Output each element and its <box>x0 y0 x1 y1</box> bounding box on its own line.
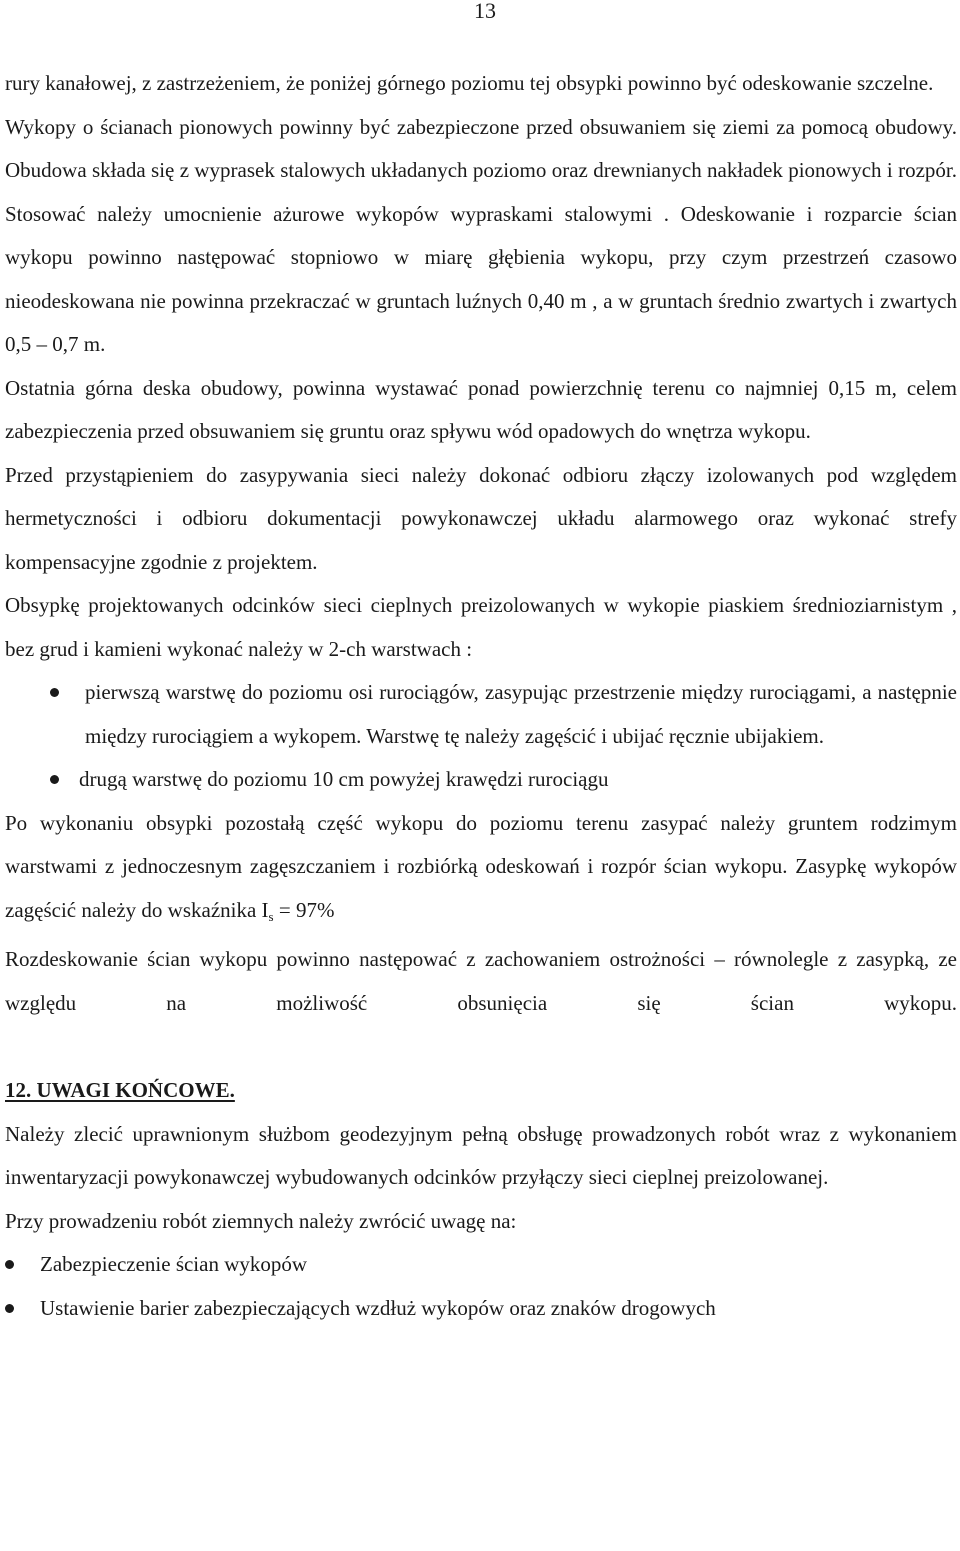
list-item <box>5 758 957 802</box>
backfill-layers-list <box>5 671 957 802</box>
bullet-icon <box>5 1304 14 1313</box>
paragraph-6-text: Po wykonaniu obsypki pozostałą część wykopu do poziomu terenu zasypać należy gruntem rodzimym warstwami z jednoczesnym zagęszczaniem i rozbiórką odeskowań i rozpór ścian wykopu. Zasypkę wykopów zagęścić należy do wskaźnika I <box>5 810 957 922</box>
section-heading: 12. UWAGI KOŃCOWE. <box>5 1078 235 1102</box>
bullet-icon <box>5 1260 14 1269</box>
list-item-text: Ustawienie barier zabezpieczających wzdłuż wykopów oraz znaków drogowych <box>40 1295 716 1320</box>
list-item-text: drugą warstwę do poziomu 10 cm powyżej krawędzi rurociągu <box>79 767 609 791</box>
list-item <box>5 671 957 758</box>
attention-list <box>5 1243 957 1330</box>
paragraph-4: Przed przystąpieniem do zasypywania sieci należy dokonać odbioru złączy izolowanych pod względem hermetyczności i odbioru dokumentacji powykonawczej układu alarmowego oraz wykonać strefy kompensacyjne zgodnie z projektem. <box>5 462 957 574</box>
paragraph-7: Rozdeskowanie ścian wykopu powinno następować z zachowaniem ostrożności – równolegle z zasypką, ze względu na możliwość obsunięcia się ścian wykopu. <box>5 947 957 1015</box>
bullet-icon <box>50 775 59 784</box>
list-item-text: pierwszą warstwę do poziomu osi rurociągów, zasypując przestrzenie między rurociągami, a następnie między rurociągiem a wykopem. Warstwę tę należy zagęścić i ubijać ręcznie ubijakiem. <box>85 680 957 748</box>
paragraph-6 <box>5 802 957 939</box>
subscript-s: s <box>268 908 274 924</box>
paragraph-5: Obsypkę projektowanych odcinków sieci cieplnych preizolowanych w wykopie piaskiem średnioziarnistym , bez grud i kamieni wykonać należy w 2-ch warstwach : <box>5 593 957 661</box>
paragraph-9: Przy prowadzeniu robót ziemnych należy zwrócić uwagę na: <box>5 1208 517 1233</box>
bullet-icon <box>50 688 59 697</box>
paragraph-6-value: = 97% <box>273 897 335 922</box>
paragraph-2: Wykopy o ścianach pionowych powinny być zabezpieczone przed obsuwaniem się ziemi za pomocą obudowy. Obudowa składa się z wyprasek stalowych układanych poziomo oraz drewnianych nakładek pionowych i rozpór. Stosować należy umocnienie ażurowe wykopów wypraskami stalowymi . Odeskowanie i rozparcie ścian wykopu powinno następować stopniowo w miarę głębienia wykopu, przy czym przestrzeń czasowo nieodeskowana nie powinna przekraczać w gruntach luźnych 0,40 m , a w gruntach średnio zwartych i zwartych 0,5 – 0,7 m. <box>5 114 957 356</box>
list-item <box>5 1243 957 1287</box>
list-item <box>5 1287 957 1331</box>
document-body <box>5 62 957 1330</box>
paragraph-8: Należy zlecić uprawnionym służbom geodezyjnym pełną obsługę prowadzonych robót wraz z wykonaniem inwentaryzacji powykonawczej wybudowanych odcinków przyłączy sieci cieplnej preizolowanej. <box>5 1121 957 1189</box>
paragraph-1: rury kanałowej, z zastrzeżeniem, że poniżej górnego poziomu tej obsypki powinno być odeskowanie szczelne. <box>5 71 934 95</box>
paragraph-3: Ostatnia górna deska obudowy, powinna wystawać ponad powierzchnię terenu co najmniej 0,15 m, celem zabezpieczenia przed obsuwaniem się gruntu oraz spływu wód opadowych do wnętrza wykopu. <box>5 375 957 443</box>
page-number: 13 <box>474 0 496 23</box>
list-item-text: Zabezpieczenie ścian wykopów <box>40 1252 308 1276</box>
